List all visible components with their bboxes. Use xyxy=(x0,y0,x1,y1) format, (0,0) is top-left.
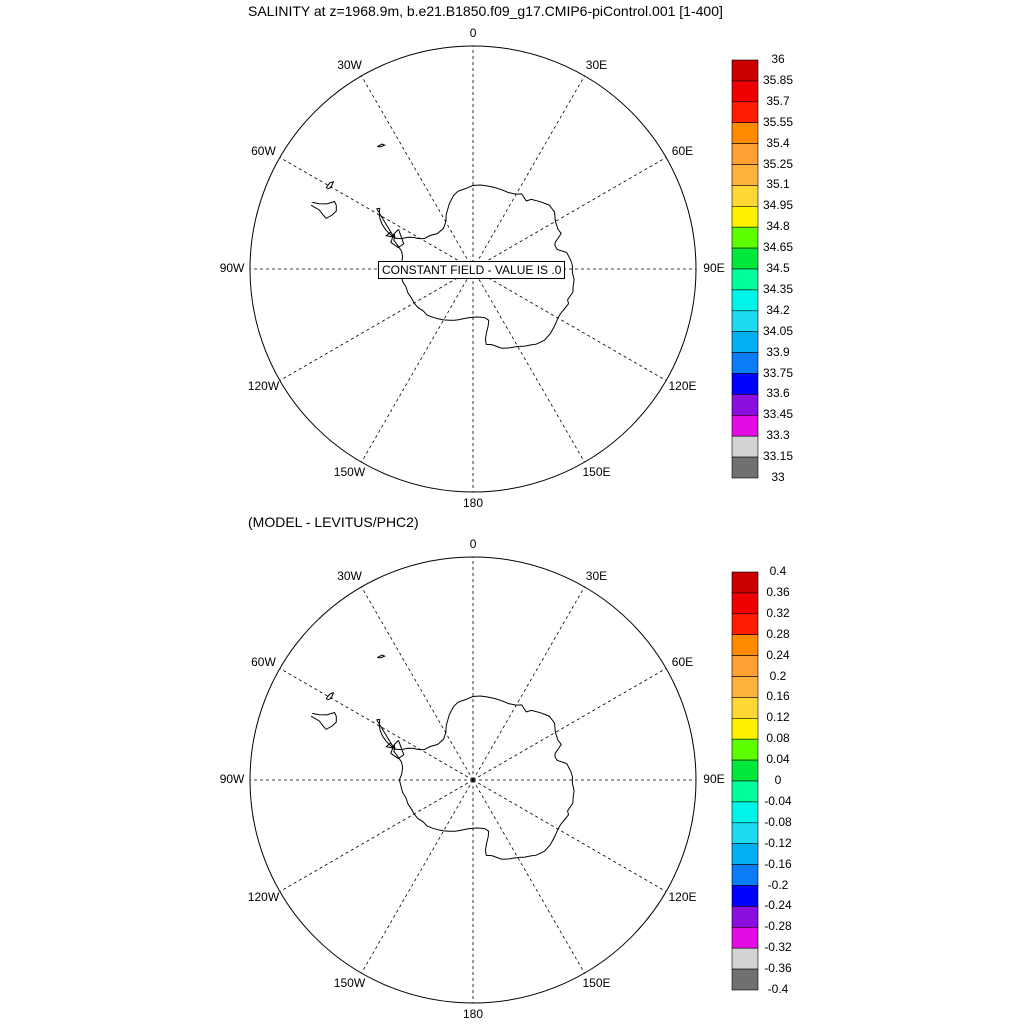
colorbar-tick-label: 35.85 xyxy=(762,72,794,87)
colorbar-bin xyxy=(732,593,758,614)
meridian-line xyxy=(473,669,666,781)
colorbar-tick-label: 0.2 xyxy=(769,668,787,683)
land-coastline xyxy=(311,713,336,730)
colorbar-tick-label: -0.32 xyxy=(764,940,792,955)
colorbar-bin xyxy=(732,739,758,760)
meridian-line xyxy=(280,669,473,781)
colorbar-tick-label: 34.95 xyxy=(762,198,794,213)
longitude-label: 120E xyxy=(668,889,697,904)
colorbar-bin xyxy=(732,374,758,395)
colorbar-tick-label: 33.75 xyxy=(762,365,794,380)
land-coastline xyxy=(311,202,336,219)
colorbar-bin xyxy=(732,718,758,739)
colorbar-tick-label: 35.25 xyxy=(762,156,794,171)
colorbar-tick-label: 33.15 xyxy=(762,449,794,464)
diff-title: (MODEL - LEVITUS/PHC2) xyxy=(248,514,419,530)
colorbar-tick-label: 34.65 xyxy=(762,240,794,255)
colorbar-tick-label: 35.7 xyxy=(766,93,790,108)
longitude-label: 30W xyxy=(337,568,362,583)
longitude-label: 180 xyxy=(463,496,484,510)
colorbar-bin xyxy=(732,60,758,81)
longitude-label: 90E xyxy=(703,261,725,275)
meridian-line xyxy=(362,269,474,462)
colorbar-bin xyxy=(732,457,758,478)
longitude-label: 90W xyxy=(219,772,245,786)
longitude-label: 90W xyxy=(219,261,245,275)
colorbar-bin xyxy=(732,332,758,353)
longitude-label: 120E xyxy=(668,378,697,393)
meridian-line xyxy=(473,269,585,462)
colorbar-tick-label: -0.4 xyxy=(767,982,789,996)
colorbar-bin xyxy=(732,227,758,248)
difference-map xyxy=(247,557,696,1003)
colorbar-tick-label: 34.8 xyxy=(766,219,790,234)
longitude-label: 60W xyxy=(251,654,276,669)
colorbar-tick-label: 0.4 xyxy=(769,564,787,578)
longitude-label: 120W xyxy=(247,378,280,393)
colorbar-tick-label: -0.04 xyxy=(764,793,792,808)
colorbar-bin xyxy=(732,353,758,374)
longitude-label: 60W xyxy=(251,143,276,158)
longitude-label: 150E xyxy=(582,975,611,990)
colorbar-bin xyxy=(732,165,758,186)
colorbar-tick-label: -0.24 xyxy=(764,898,792,913)
meridian-line xyxy=(362,780,474,973)
meridian-line xyxy=(280,269,473,381)
colorbar-bin xyxy=(732,123,758,144)
longitude-label: 30E xyxy=(585,57,608,72)
colorbar-tick-label: 0.36 xyxy=(766,584,790,599)
meridian-line xyxy=(362,587,474,780)
colorbar-tick-label: -0.2 xyxy=(767,877,789,892)
colorbar-bin xyxy=(732,102,758,123)
colorbar-bin xyxy=(732,614,758,635)
colorbar-tick-label: -0.08 xyxy=(764,814,792,829)
meridian-line xyxy=(473,269,666,381)
colorbar-bin xyxy=(732,144,758,165)
colorbar-tick-label: 35.55 xyxy=(762,114,794,129)
salinity-colorbar xyxy=(732,60,758,478)
longitude-label: 60E xyxy=(671,143,694,158)
colorbar-tick-label: 35.4 xyxy=(766,135,790,150)
colorbar-bin xyxy=(732,656,758,677)
colorbar-bin xyxy=(732,436,758,457)
colorbar-bin xyxy=(732,844,758,865)
longitude-label: 30E xyxy=(585,568,608,583)
colorbar-bin xyxy=(732,81,758,102)
land-coastline xyxy=(377,655,384,658)
difference-colorbar xyxy=(732,572,758,990)
colorbar-bin xyxy=(732,823,758,844)
colorbar-tick-label: 33.45 xyxy=(762,407,794,422)
colorbar-bin xyxy=(732,677,758,698)
meridian-line xyxy=(362,76,474,269)
colorbar-tick-label: 36 xyxy=(771,52,785,66)
longitude-label: 150W xyxy=(333,975,366,990)
colorbar-tick-label: 34.2 xyxy=(766,302,790,317)
colorbar-bin xyxy=(732,781,758,802)
longitude-label: 120W xyxy=(247,889,280,904)
colorbar-tick-label: 33 xyxy=(771,470,785,484)
colorbar-bin xyxy=(732,886,758,907)
colorbar-tick-label: 33.3 xyxy=(766,428,790,443)
colorbar-tick-label: 33.6 xyxy=(766,386,790,401)
meridian-line xyxy=(280,780,473,892)
antarctica-coastline xyxy=(377,696,574,859)
colorbar-tick-label: 0.28 xyxy=(766,626,790,641)
colorbar-tick-label: 35.1 xyxy=(766,177,790,192)
colorbar-bin xyxy=(732,906,758,927)
colorbar-tick-label: 34.5 xyxy=(766,261,790,275)
longitude-label: 60E xyxy=(671,654,694,669)
colorbar-tick-label: 0.16 xyxy=(766,689,790,704)
colorbar-tick-label: 0 xyxy=(774,773,782,787)
longitude-label: 150W xyxy=(333,464,366,479)
colorbar-bin xyxy=(732,697,758,718)
pole-marker xyxy=(472,779,474,781)
colorbar-tick-label: 0.04 xyxy=(766,752,790,767)
colorbar-bin xyxy=(732,269,758,290)
colorbar-tick-label: 0.12 xyxy=(766,710,790,725)
meridian-line xyxy=(473,587,585,780)
colorbar-bin xyxy=(732,394,758,415)
colorbar-bin xyxy=(732,206,758,227)
meridian-line xyxy=(473,780,666,892)
colorbar-tick-label: 0.24 xyxy=(766,647,790,662)
meridian-line xyxy=(473,158,666,270)
colorbar-tick-label: 33.9 xyxy=(766,344,790,359)
colorbar-tick-label: -0.36 xyxy=(764,961,792,976)
main-title: SALINITY at z=1968.9m, b.e21.B1850.f09_g17.CMIP6-piControl.001 [1-400] xyxy=(248,3,723,19)
constant-field-note: CONSTANT FIELD - VALUE IS .0 xyxy=(378,261,565,279)
colorbar-tick-label: 34.05 xyxy=(762,323,794,338)
land-coastline xyxy=(377,144,384,147)
colorbar-tick-label: -0.16 xyxy=(764,856,792,871)
colorbar-bin xyxy=(732,969,758,990)
meridian-line xyxy=(473,780,585,973)
colorbar-bin xyxy=(732,802,758,823)
colorbar-bin xyxy=(732,572,758,593)
colorbar-bin xyxy=(732,311,758,332)
colorbar-bin xyxy=(732,635,758,656)
colorbar-tick-label: -0.28 xyxy=(764,919,792,934)
meridian-line xyxy=(280,158,473,270)
colorbar-bin xyxy=(732,948,758,969)
colorbar-tick-label: 0.08 xyxy=(766,731,790,746)
longitude-label: 90E xyxy=(703,772,725,786)
longitude-label: 0 xyxy=(469,537,477,551)
colorbar-tick-label: 34.35 xyxy=(762,281,794,296)
colorbar-bin xyxy=(732,927,758,948)
longitude-label: 180 xyxy=(463,1007,484,1021)
colorbar-bin xyxy=(732,415,758,436)
colorbar-bin xyxy=(732,185,758,206)
meridian-line xyxy=(473,76,585,269)
colorbar-bin xyxy=(732,760,758,781)
longitude-label: 150E xyxy=(582,464,611,479)
colorbar-bin xyxy=(732,290,758,311)
longitude-label: 30W xyxy=(337,57,362,72)
colorbar-bin xyxy=(732,865,758,886)
colorbar-tick-label: -0.12 xyxy=(764,835,792,850)
colorbar-bin xyxy=(732,248,758,269)
colorbar-tick-label: 0.32 xyxy=(766,605,790,620)
longitude-label: 0 xyxy=(469,26,477,40)
